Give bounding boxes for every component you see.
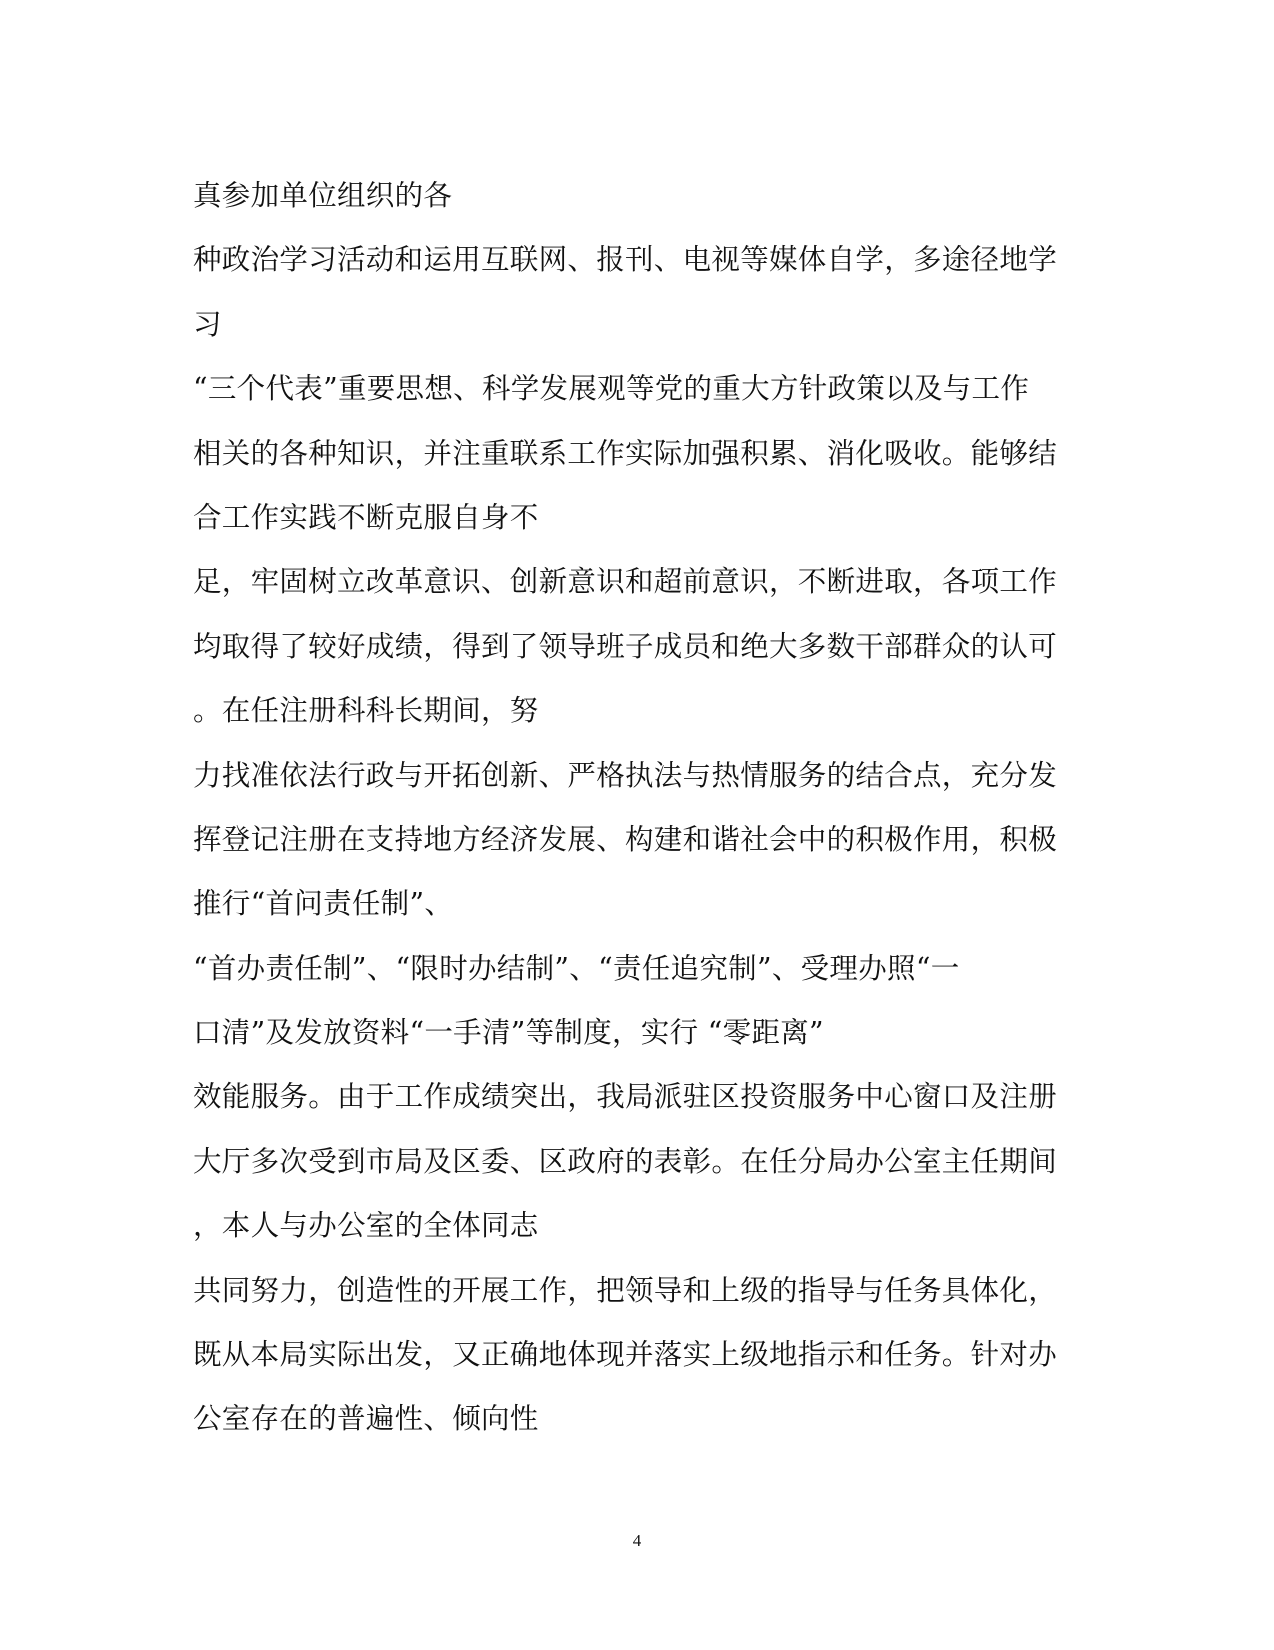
text-line: 大厅多次受到市局及区委、区政府的表彰。在任分局办公室主任期间	[193, 1144, 1058, 1178]
text-line: 相关的各种知识，并注重联系工作实际加强积累、消化吸收。能够结	[193, 436, 1058, 470]
text-line: 。在任注册科科长期间，努	[193, 694, 539, 728]
text-line: 挥登记注册在支持地方经济发展、构建和谐社会中的积极作用，积极	[193, 822, 1058, 856]
text-line: 口清”及发放资料“一手清”等制度，实行 “零距离”	[193, 1016, 824, 1050]
text-line: 足，牢固树立改革意识、创新意识和超前意识，不断进取，各项工作	[193, 565, 1058, 599]
text-line: 习	[193, 307, 222, 341]
text-line: 真参加单位组织的各	[193, 179, 453, 212]
text-line: 推行“首问责任制”、	[193, 887, 454, 921]
page-number: 4	[632, 1531, 642, 1550]
text-line: ，本人与办公室的全体同志	[193, 1209, 539, 1243]
text-line: 合工作实践不断克服自身不	[193, 500, 539, 534]
text-line: 效能服务。由于工作成绩突出，我局派驻区投资服务中心窗口及注册	[193, 1080, 1058, 1114]
text-line: 公室存在的普遍性、倾向性	[193, 1402, 539, 1436]
text-line: 力找准依法行政与开拓创新、严格执法与热情服务的结合点，充分发	[193, 758, 1058, 792]
text-line: “三个代表”重要思想、科学发展观等党的重大方针政策以及与工作	[193, 372, 1030, 406]
text-line: 种政治学习活动和运用互联网、报刊、电视等媒体自学，多途径地学	[193, 243, 1058, 277]
document-body	[193, 164, 1093, 1452]
text-line: 既从本局实际出发，又正确地体现并落实上级地指示和任务。针对办	[193, 1338, 1058, 1372]
text-line: 均取得了较好成绩，得到了领导班子成员和绝大多数干部群众的认可	[193, 629, 1058, 663]
text-line: “首办责任制”、“限时办结制”、“责任追究制”、受理办照“一	[193, 951, 960, 985]
text-line: 共同努力，创造性的开展工作，把领导和上级的指导与任务具体化，	[193, 1273, 1058, 1307]
